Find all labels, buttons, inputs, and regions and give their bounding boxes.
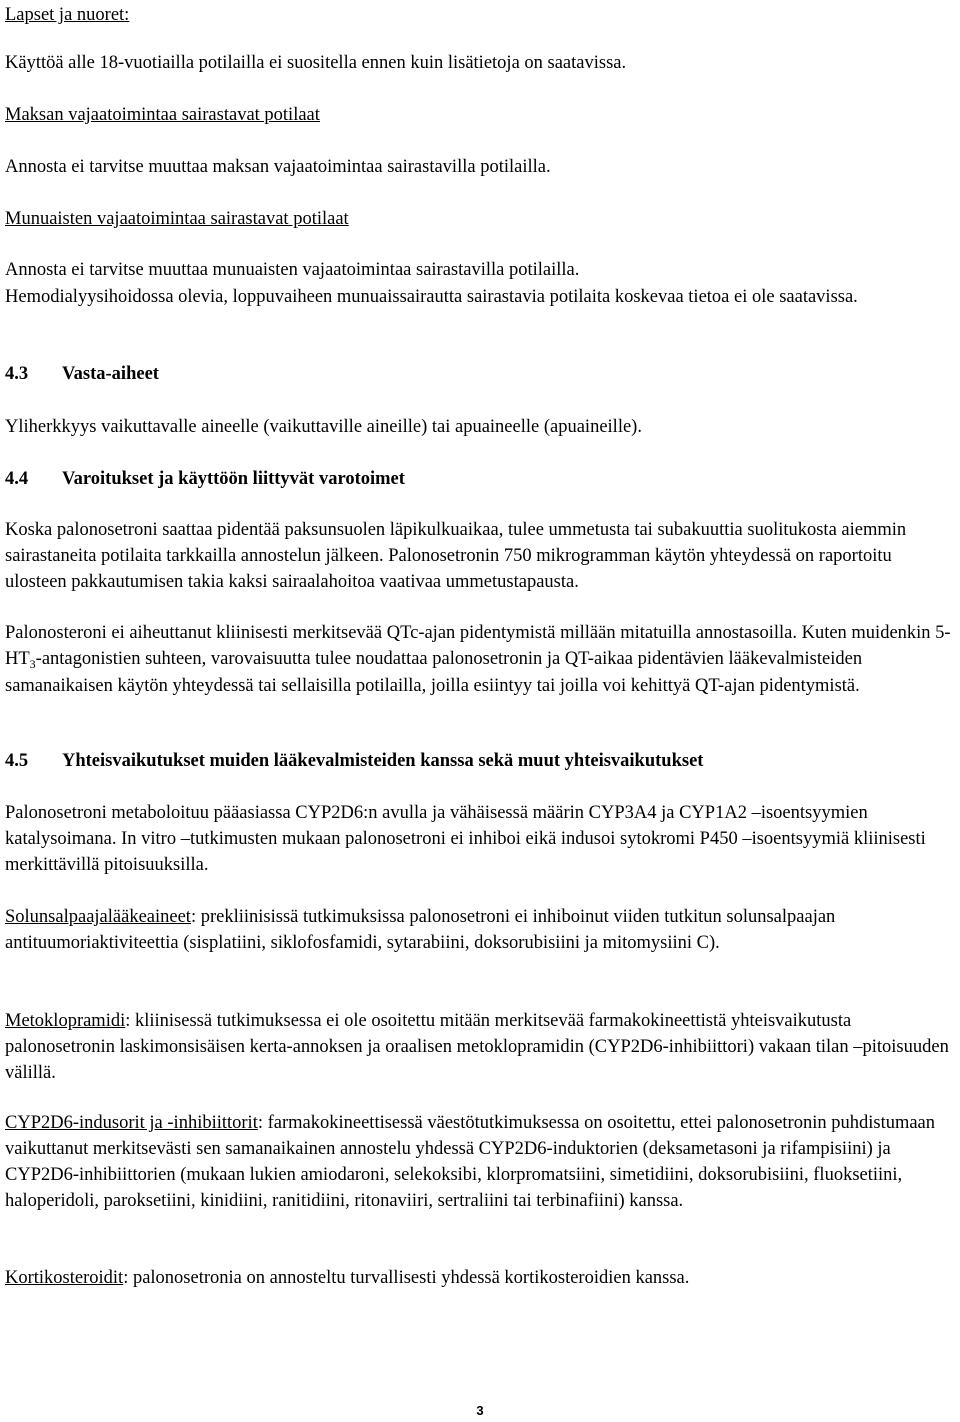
cyp2d6-paragraph: [5, 1110, 955, 1214]
liver-text: Annosta ei tarvitse muuttaa maksan vajaatoimintaa sairastavilla potilailla.: [5, 157, 551, 177]
section-4-4-heading: [5, 466, 405, 492]
kidney-text-2: Hemodialyysihoidossa olevia, loppuvaiheen munuaissairautta sairastavia potilaita koskevaa tietoa ei ole saatavissa.: [5, 287, 858, 307]
section-title: Yhteisvaikutukset muiden lääkevalmisteiden kanssa sekä muut yhteisvaikutukset: [62, 751, 704, 771]
section-4-4-paragraph-2: [5, 620, 955, 699]
section-4-3-text: Yliherkkyys vaikuttavalle aineelle (vaikuttaville aineille) tai apuaineelle (apuaineille).: [5, 417, 642, 437]
paragraph-text: Palonosteroni ei aiheuttanut kliinisesti merkitsevää QTc-ajan pidentymistä millään mitatuilla annostasoilla. Kuten muidenkin 5-HT: [5, 623, 951, 669]
kidney-text-1: Annosta ei tarvitse muuttaa munuaisten vajaatoimintaa sairastavilla potilailla.: [5, 260, 580, 280]
page-number: 3: [476, 1403, 484, 1418]
metoclopramide-label: Metoklopramidi: [5, 1011, 126, 1031]
corticosteroids-text: : palonosetronia on annosteltu turvallisesti yhdessä kortikosteroidien kanssa.: [123, 1268, 690, 1288]
subscript: 3: [29, 657, 36, 671]
cyp2d6-label: CYP2D6-indusorit ja -inhibiittorit: [5, 1113, 258, 1133]
section-title: Vasta-aiheet: [62, 364, 159, 384]
section-number: 4.3: [5, 364, 29, 384]
metoclopramide-paragraph: [5, 1008, 960, 1086]
children-heading: Lapset ja nuoret:: [5, 5, 130, 25]
section-4-5-paragraph-1: Palonosetroni metaboloituu pääasiassa CYP2D6:n avulla ja vähäisessä määrin CYP3A4 ja CYP1A2 –isoentsyymien katalysoimana. In vitro –tutkimusten mukaan palonosetroni ei inhiboi eikä indusoi sytokromi P450 –isoentsyymiä kliinisesti merkittävillä pitoisuuksilla.: [5, 803, 926, 875]
section-4-3-heading: [5, 361, 159, 387]
section-4-4-paragraph-1: Koska palonosetroni saattaa pidentää paksunsuolen läpikulkuaikaa, tulee ummetusta tai subakuuttia suolitukosta aiemmin sairastaneita potilaita tarkkailla annostelun jälkeen. Palonosetronin 750 mikrogramman käytön yhteydessä on raportoitu ulosteen pakkautumisen takia kaksi sairaalahoitoa vaativaa ummetustapausta.: [5, 520, 907, 592]
section-4-5-heading: [5, 748, 703, 774]
corticosteroids-paragraph: [5, 1265, 689, 1291]
paragraph-text: -antagonistien suhteen, varovaisuutta tulee noudattaa palonosetronin ja QT-aikaa pidentävien lääkevalmisteiden samanaikaisen käytön yhteydessä tai sellaisilla potilailla, joilla esiintyy tai joilla voi kehittyä QT-ajan pidentymistä.: [5, 649, 863, 696]
corticosteroids-label: Kortikosteroidit: [5, 1268, 124, 1288]
cyp2d6-text: : farmakokineettisessä väestötutkimuksessa on osoitettu, ettei palonosetronin puhdistumaan vaikuttanut merkitsevästi sen samanaikainen annostelu yhdessä CYP2D6-induktorien (deksametasoni ja rifampisiini) ja CYP2D6-inhibiittorien (mukaan lukien amiodaroni, selekoksibi, klorpromatsiini, simetidiini, doksorubisiini, fluoksetiini, haloperidoli, paroksetiini, kinidiini, ranitidiini, ritonaviiri, sertraliini tai terbinafiini) kanssa.: [5, 1113, 936, 1211]
section-number: 4.5: [5, 751, 29, 771]
chemo-text: : prekliinisissä tutkimuksissa palonosetroni ei inhiboinut viiden tutkitun solunsalpaajan antituumoriaktiviteettia (sisplatiini, siklofosfamidi, sytarabiini, doksorubisiini ja mitomysiini C).: [5, 907, 836, 953]
chemo-paragraph: [5, 904, 905, 956]
liver-heading: Maksan vajaatoimintaa sairastavat potilaat: [5, 105, 320, 125]
kidney-heading: Munuaisten vajaatoimintaa sairastavat potilaat: [5, 209, 349, 229]
metoclopramide-text: : kliinisessä tutkimuksessa ei ole osoitettu mitään merkitsevää farmakokineettistä yhteisvaikutusta palonosetronin laskimonsisäisen kerta-annoksen ja oraalisen metoklopramidin (CYP2D6-inhibiittori) vakaan tilan –pitoisuuden välillä.: [5, 1011, 949, 1083]
chemo-label: Solunsalpaajalääkeaineet: [5, 907, 191, 927]
section-title: Varoitukset ja käyttöön liittyvät varotoimet: [62, 469, 405, 489]
children-text: Käyttöä alle 18-vuotiailla potilailla ei suositella ennen kuin lisätietoja on saatavissa.: [5, 53, 627, 73]
section-number: 4.4: [5, 469, 29, 489]
